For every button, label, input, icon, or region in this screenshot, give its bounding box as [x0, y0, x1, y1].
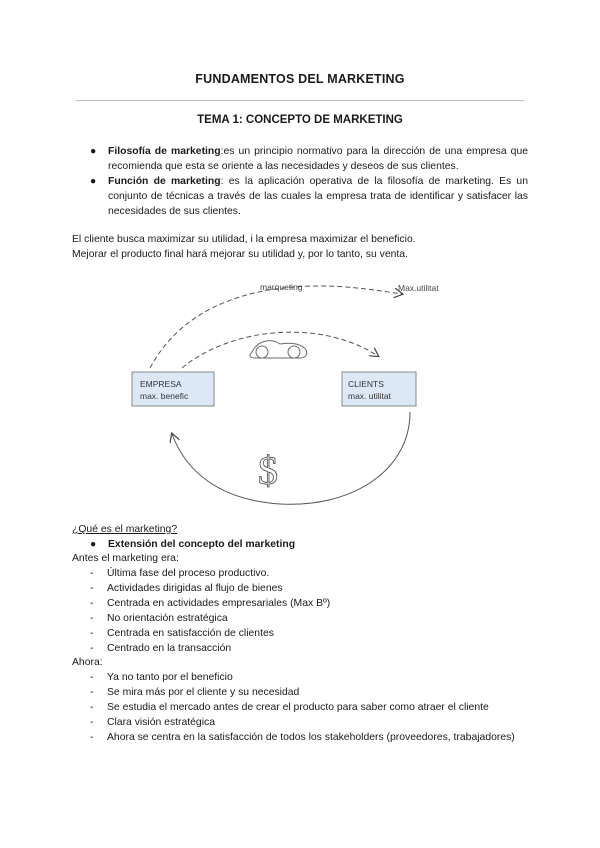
now-list [72, 670, 532, 745]
list-item: - Se mira más por el cliente y su necesidad [90, 687, 300, 698]
paragraph-client: El cliente busca maximizar su utilidad, i la empresa maximizar el beneficio. [72, 234, 416, 245]
list-item: - Se estudia el mercado antes de crear el producto para saber como atraer el cliente [90, 702, 489, 713]
marketing-label: marqueting [260, 282, 303, 292]
definitions-list [90, 144, 528, 219]
money-symbol: $ [258, 448, 278, 493]
money-arrow [172, 412, 410, 504]
extension-heading [72, 537, 514, 552]
extension-heading-text: Extensión del concepto del marketing [108, 539, 296, 550]
marketing-flow-diagram [120, 272, 460, 522]
list-item: - Clara visión estratégica [90, 717, 215, 728]
company-box-line2: max. benefic [140, 391, 189, 401]
list-item: - Ahora se centra en la satisfacción de todos los stakeholders (proveedores, trabajadores) [90, 732, 515, 743]
title-divider [76, 100, 524, 101]
document-title: FUNDAMENTOS DEL MARKETING [195, 72, 405, 86]
paragraph-product: Mejorar el producto final hará mejorar su utilidad y, por lo tanto, su venta. [72, 249, 408, 260]
definition-text: : es la aplicación operativa de la filosofía de marketing. Es un conjunto de técnicas a través de las cuales la empresa trata de identificar y satisfacer las necesidades de sus clientes. [108, 176, 528, 217]
max-utility-label: Max.utilitat [398, 283, 439, 293]
topic-title: TEMA 1: CONCEPTO DE MARKETING [197, 114, 403, 126]
now-label: Ahora: [72, 657, 103, 668]
definition-item [90, 174, 528, 219]
before-list [72, 566, 532, 656]
definition-text: :es un principio normativo para la dirección de una empresa que recomienda que esta se oriente a las necesidades y deseos de sus clientes. [108, 146, 529, 172]
list-item: - No orientación estratégica [90, 613, 228, 624]
product-arrow [182, 332, 378, 368]
list-item: - Ya no tanto por el beneficio [90, 672, 233, 683]
clients-box-line1: CLIENTS [348, 379, 384, 389]
list-item: - Centrado en la transacción [90, 643, 232, 654]
definition-item [90, 144, 528, 174]
bullet-icon: ● [90, 146, 97, 157]
question-heading [72, 522, 532, 537]
bullet-icon: ● [90, 176, 97, 187]
before-label: Antes el marketing era: [72, 553, 179, 564]
bullet-icon: ● [90, 539, 97, 550]
question-text: ¿Qué es el marketing? [72, 524, 178, 535]
list-item: - Actividades dirigidas al flujo de bienes [90, 583, 283, 594]
clients-box-line2: max. utilitat [348, 391, 391, 401]
list-item: - Última fase del proceso productivo. [90, 568, 270, 579]
car-icon [250, 341, 307, 358]
company-box-line1: EMPRESA [140, 379, 182, 389]
list-item: - Centrada en actividades empresariales (Max Bº) [90, 598, 331, 609]
definition-term: Filosofía de marketing [108, 146, 221, 157]
list-item: - Centrada en satisfacción de clientes [90, 628, 274, 639]
definition-term: Función de marketing [108, 176, 221, 187]
marketing-arrow [150, 286, 402, 368]
